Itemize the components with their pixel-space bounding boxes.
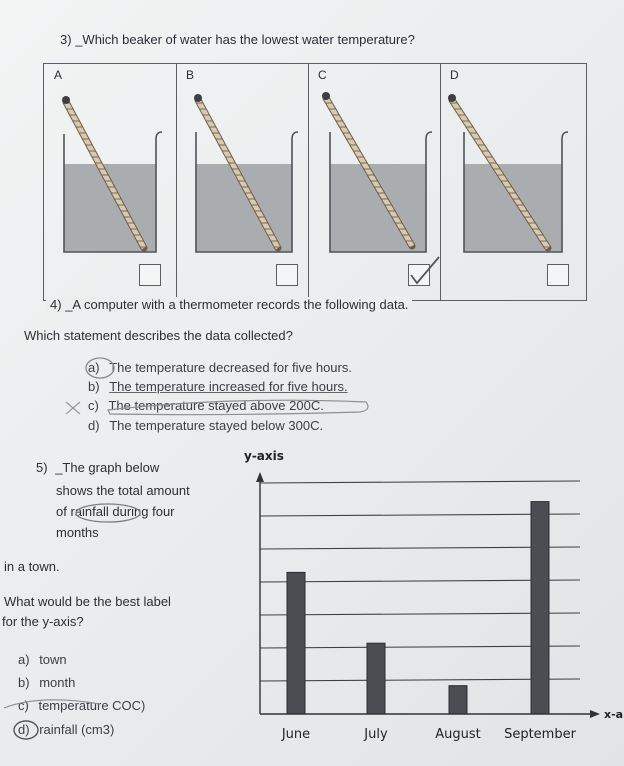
chart-bar-august (449, 686, 467, 714)
beaker-c-checkbox[interactable] (408, 264, 430, 286)
beaker-label: D (450, 68, 459, 82)
option-letter: c) (88, 398, 99, 413)
q4-number: 4) (50, 297, 62, 312)
option-text: The temperature increased for five hours. (109, 379, 348, 394)
beaker-a-drawing (62, 96, 162, 252)
option-text: temperature COC) (38, 698, 146, 713)
option-letter: b) (18, 675, 30, 690)
q5-question-2: for the y-axis? (2, 614, 84, 629)
chart-gridline (260, 481, 580, 483)
q5-option-a[interactable] (18, 652, 67, 667)
q3-prompt (60, 32, 415, 47)
chart-bars (287, 502, 549, 714)
beaker-label: B (186, 68, 195, 82)
pencil-marks (60, 352, 380, 432)
x-axis-arrow-icon (590, 710, 600, 718)
beaker-d-checkbox[interactable] (547, 264, 569, 286)
q5-line-1 (36, 460, 159, 475)
beaker-label: C (318, 68, 327, 82)
beaker-b-drawing (194, 94, 298, 252)
beaker-c-drawing (322, 92, 432, 252)
y-axis-label: y-axis (244, 449, 284, 463)
q5-question-1: What would be the best label (4, 594, 171, 609)
y-axis-arrow-icon (256, 472, 264, 482)
q3-number: 3) (60, 32, 72, 47)
q5-line-4: months (56, 525, 99, 540)
q4-question: Which statement describes the data collected? (24, 328, 293, 343)
beakers-drawing (44, 64, 586, 300)
chart-category-label: July (364, 727, 388, 742)
rainfall-circle-mark (72, 502, 152, 526)
q3-text: _Which beaker of water has the lowest water temperature? (75, 32, 415, 47)
chart-bar-july (367, 643, 385, 714)
beaker-b-checkbox[interactable] (276, 264, 298, 286)
beaker-d-drawing (448, 94, 568, 252)
q5-line-3: of rainfall during four (56, 504, 175, 519)
rainfall-bar-chart (240, 448, 624, 748)
q5-line-2: shows the total amount (56, 483, 190, 498)
q5-option-b[interactable] (18, 675, 75, 690)
option-text: The temperature stayed above 200C. (108, 398, 324, 413)
beaker-label: A (54, 68, 63, 82)
q5-number: 5) (36, 460, 48, 475)
option-letter: d) (18, 722, 30, 737)
option-letter: a) (18, 652, 30, 667)
chart-category-label: August (435, 727, 481, 742)
option-letter: d) (88, 418, 100, 433)
chart-bar-june (287, 572, 305, 714)
checkmark-icon (405, 255, 445, 285)
option-text: The temperature stayed below 300C. (109, 418, 324, 433)
option-text: month (39, 675, 76, 690)
beaker-panel (43, 63, 587, 301)
option-text: town (39, 652, 67, 667)
option-text: rainfall (cm3) (39, 722, 115, 737)
option-letter: a) (88, 360, 100, 375)
option-letter: c) (18, 698, 29, 713)
q5-pencil-marks (0, 690, 120, 750)
option-text: The temperature decreased for five hours. (109, 360, 352, 375)
q4-prompt (46, 297, 412, 312)
chart-category-labels (281, 727, 577, 742)
beaker-a-checkbox[interactable] (139, 264, 161, 286)
q4-text: _A computer with a thermometer records the following data. (65, 297, 409, 312)
q5-text: _The graph below (55, 460, 160, 475)
chart-category-label: June (281, 727, 311, 742)
chart-bar-september (531, 502, 549, 714)
chart-category-label: September (504, 727, 576, 742)
q5-line-5: in a town. (4, 559, 60, 574)
option-letter: b) (88, 379, 100, 394)
x-axis-label: x-a (604, 708, 624, 721)
